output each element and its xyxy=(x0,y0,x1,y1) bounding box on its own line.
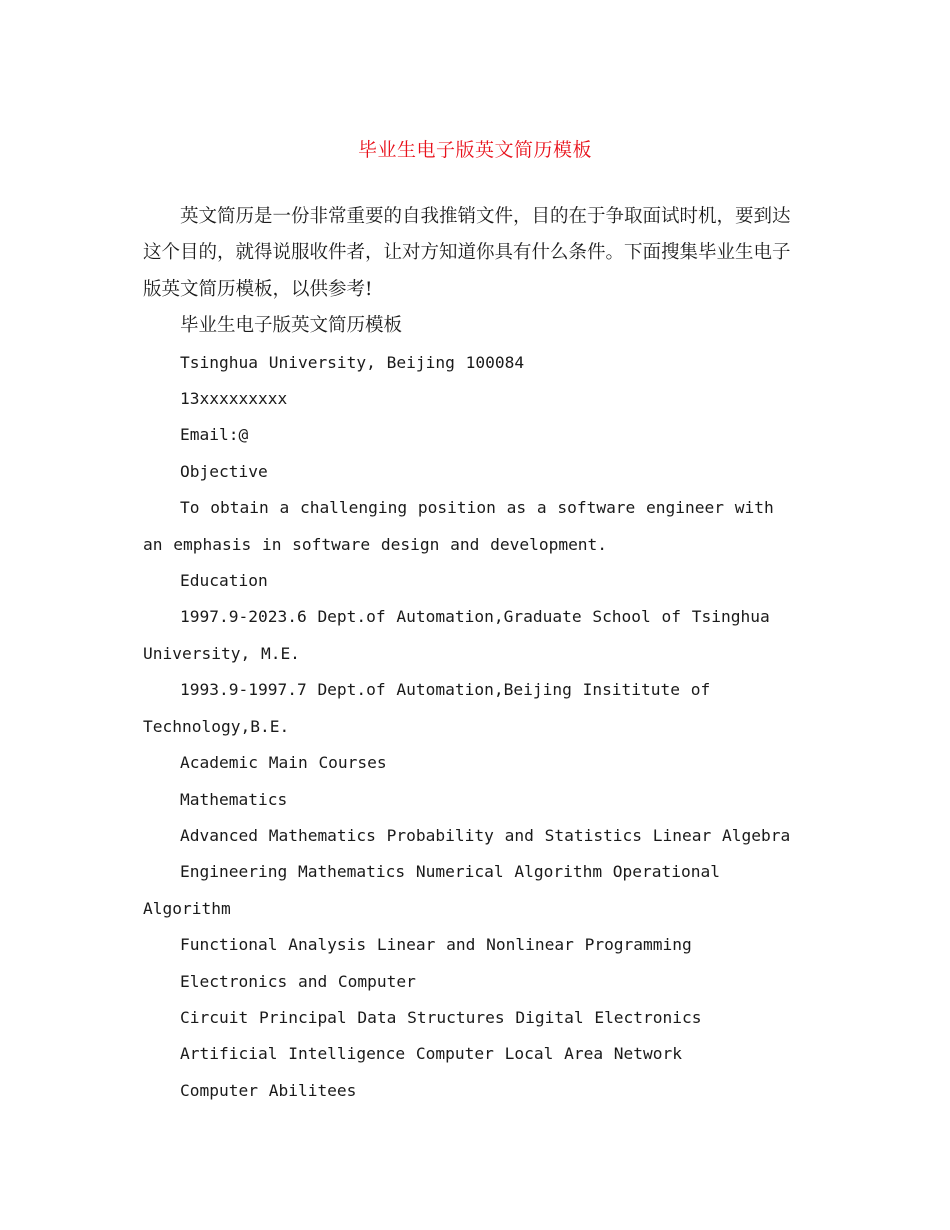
math-course-line: Functional Analysis Linear and Nonlinear Programming xyxy=(180,935,692,955)
document-body xyxy=(143,199,803,1109)
phone-line: 13xxxxxxxxx xyxy=(180,389,288,409)
ec-course-line: Circuit Principal Data Structures Digital Electronics xyxy=(180,1007,702,1027)
education-heading: Education xyxy=(180,571,268,591)
courses-heading: Academic Main Courses xyxy=(180,753,387,773)
education-entry: 1997.9-2023.6 Dept.of Automation,Graduate School of Tsinghua University, M.E. xyxy=(143,607,770,663)
ec-course-line: Artificial Intelligence Computer Local Area Network xyxy=(180,1044,683,1064)
address-line: Tsinghua University, Beijing 100084 xyxy=(180,352,525,372)
intro-paragraph: 英文简历是一份非常重要的自我推销文件，目的在于争取面试时机，要到达这个目的，就得说服收件者，让对方知道你具有什么条件。下面搜集毕业生电子版英文简历模板，以供参考! xyxy=(143,206,791,300)
ec-heading: Electronics and Computer xyxy=(180,971,416,991)
education-entry: 1993.9-1997.7 Dept.of Automation,Beijing Insititute of Technology,B.E. xyxy=(143,680,711,736)
math-course-line: Engineering Mathematics Numerical Algorithm Operational Algorithm xyxy=(143,862,721,918)
resume-heading: 毕业生电子版英文简历模板 xyxy=(180,315,403,337)
math-course-line: Advanced Mathematics Probability and Statistics Linear Algebra xyxy=(180,825,791,845)
math-heading: Mathematics xyxy=(180,789,288,809)
email-line: Email:@ xyxy=(180,425,249,445)
objective-text: To obtain a challenging position as a software engineer with an emphasis in software design and development. xyxy=(143,498,774,554)
objective-heading: Objective xyxy=(180,461,268,481)
document-title: 毕业生电子版英文简历模板 xyxy=(357,139,592,161)
abilities-heading: Computer Abilitees xyxy=(180,1080,357,1100)
